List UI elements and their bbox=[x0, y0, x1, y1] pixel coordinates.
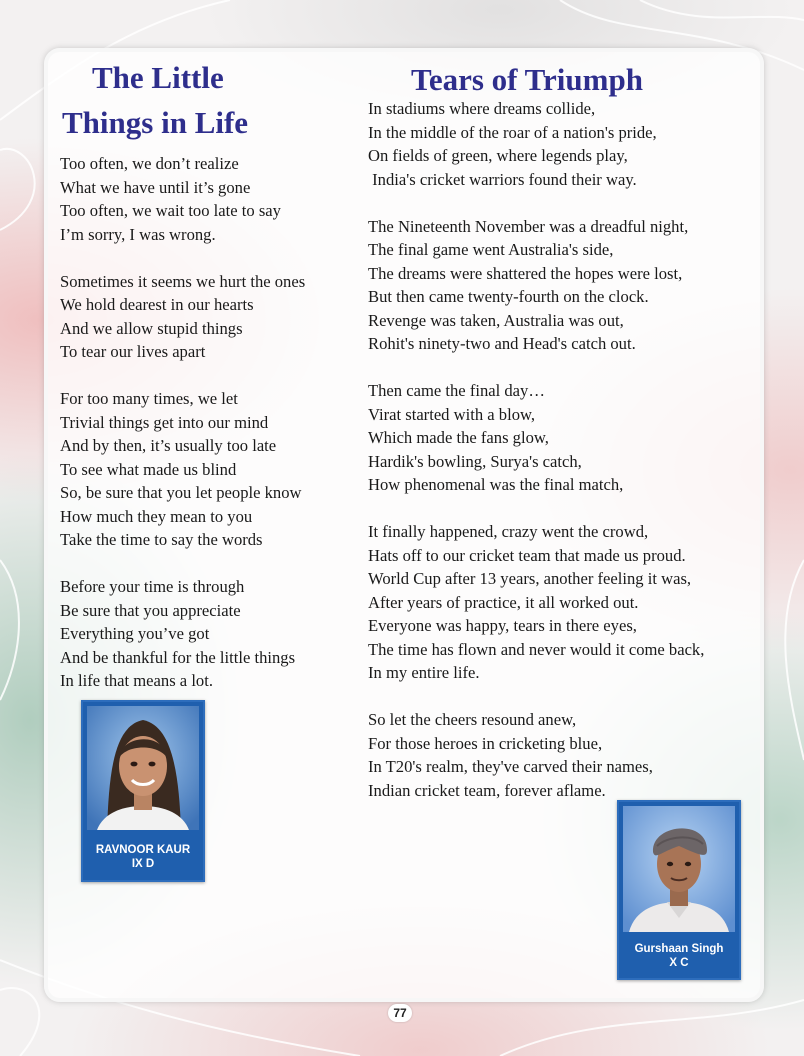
poem-line: In stadiums where dreams collide, bbox=[368, 99, 596, 118]
page-number: 77 bbox=[388, 1004, 412, 1022]
left-poem-title-line2: Things in Life bbox=[62, 105, 249, 140]
right-poem-title: Tears of Triumph bbox=[411, 62, 643, 97]
poem-line: Everyone was happy, tears in there eyes, bbox=[368, 616, 637, 635]
poem-line: Then came the final day… bbox=[368, 381, 545, 400]
right-stanza-3 bbox=[368, 379, 704, 497]
right-poem-body bbox=[368, 97, 704, 802]
poem-line: Everything you’ve got bbox=[60, 624, 210, 643]
right-stanza-4 bbox=[368, 520, 704, 685]
poem-line: And we allow stupid things bbox=[60, 318, 243, 338]
poem-line: In life that means a lot. bbox=[60, 671, 213, 690]
poem-line: To tear our lives apart bbox=[60, 342, 206, 361]
portrait-illustration bbox=[87, 706, 199, 830]
poem-line: And be thankful for the little things bbox=[60, 647, 296, 667]
portrait-illustration bbox=[623, 806, 735, 932]
poem-line: The time has flown and never would it come back, bbox=[368, 639, 705, 659]
poem-line: But then came twenty-fourth on the clock. bbox=[368, 287, 649, 306]
poem-line: India's cricket warriors found their way. bbox=[368, 169, 637, 189]
author-caption bbox=[619, 942, 739, 970]
poem-line: The Nineteenth November was a dreadful night, bbox=[368, 216, 689, 236]
author-card-ravnoor bbox=[81, 700, 205, 882]
author-photo bbox=[87, 706, 199, 830]
poem-line: Revenge was taken, Australia was out, bbox=[368, 310, 624, 330]
author-card-gurshaan bbox=[617, 800, 741, 980]
author-caption bbox=[83, 843, 203, 871]
poem-line: Indian cricket team, forever aflame. bbox=[368, 780, 606, 800]
author-class: X C bbox=[669, 957, 689, 969]
right-stanza-5 bbox=[368, 708, 704, 802]
poem-line: In the middle of the roar of a nation's pride, bbox=[368, 122, 657, 142]
poem-line: Which made the fans glow, bbox=[368, 428, 549, 447]
author-photo bbox=[623, 806, 735, 932]
right-stanza-2 bbox=[368, 215, 704, 356]
left-poem-title-line1: The Little bbox=[92, 60, 224, 95]
poem-line: It finally happened, crazy went the crowd, bbox=[368, 522, 649, 541]
left-stanza-2 bbox=[60, 270, 305, 364]
poem-line: We hold dearest in our hearts bbox=[60, 295, 254, 314]
poem-line: Too often, we don’t realize bbox=[60, 154, 239, 173]
poem-line: For too many times, we let bbox=[60, 389, 238, 408]
poem-line: Take the time to say the words bbox=[60, 530, 263, 549]
poem-line: On fields of green, where legends play, bbox=[368, 146, 628, 165]
poem-line: After years of practice, it all worked out. bbox=[368, 592, 639, 612]
poem-line: To see what made us blind bbox=[60, 459, 237, 479]
poem-line: How phenomenal was the final match, bbox=[368, 475, 624, 494]
poem-line: In T20's realm, they've carved their names, bbox=[368, 757, 653, 776]
poem-line: So, be sure that you let people know bbox=[60, 483, 302, 502]
poem-line: Before your time is through bbox=[60, 577, 245, 596]
poem-line: Rohit's ninety-two and Head's catch out. bbox=[368, 334, 636, 353]
poem-line: Hats off to our cricket team that made us proud. bbox=[368, 545, 686, 565]
poem-line: I’m sorry, I was wrong. bbox=[60, 224, 216, 244]
poem-line: And by then, it’s usually too late bbox=[60, 436, 277, 455]
poem-line: Too often, we wait too late to say bbox=[60, 201, 281, 220]
poem-line: Sometimes it seems we hurt the ones bbox=[60, 271, 306, 291]
right-stanza-1 bbox=[368, 97, 704, 191]
left-stanza-3 bbox=[60, 387, 305, 552]
poem-line: World Cup after 13 years, another feeling it was, bbox=[368, 569, 692, 588]
left-stanza-1 bbox=[60, 152, 305, 246]
poem-line: Hardik's bowling, Surya's catch, bbox=[368, 451, 582, 471]
poem-line: The final game went Australia's side, bbox=[368, 240, 614, 259]
poem-line: The dreams were shattered the hopes were lost, bbox=[368, 263, 683, 283]
poem-line: For those heroes in cricketing blue, bbox=[368, 733, 603, 753]
poem-line: Virat started with a blow, bbox=[368, 404, 536, 424]
poem-line: Trivial things get into our mind bbox=[60, 412, 269, 432]
poem-line: So let the cheers resound anew, bbox=[368, 710, 577, 729]
author-class: IX D bbox=[131, 858, 155, 870]
poem-line: In my entire life. bbox=[368, 663, 480, 682]
poem-line: How much they mean to you bbox=[60, 506, 253, 526]
left-stanza-4 bbox=[60, 575, 305, 693]
poem-line: Be sure that you appreciate bbox=[60, 600, 241, 620]
author-name: RAVNOOR KAUR bbox=[95, 844, 191, 856]
left-poem-body bbox=[60, 152, 305, 693]
author-name: Gurshaan Singh bbox=[634, 943, 724, 955]
poem-line: What we have until it’s gone bbox=[60, 177, 251, 197]
